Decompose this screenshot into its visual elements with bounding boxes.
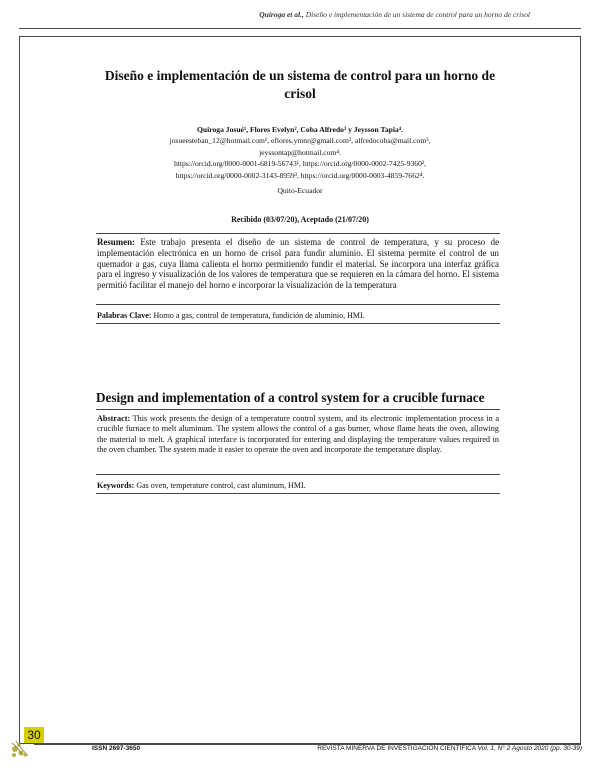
keywords-en xyxy=(97,481,501,490)
running-header-authors: Quiroga et al., xyxy=(259,10,304,19)
keywords-en-rule xyxy=(96,493,500,494)
author-orcid-line-1: https://orcid.org/0000-0001-6819-56743¹, https://orcid.org/0000-0002-7425-9360², xyxy=(173,159,427,169)
author-names: Quiroga Josué¹, Flores Evelyn², Coba Alfredo³ y Jeysson Tapia⁴. xyxy=(197,125,403,134)
journal-volume: Vol. 1, N° 2 Agosto 2020 (pp. 30-39) xyxy=(477,745,582,752)
abstract-es-top-rule xyxy=(96,233,500,234)
abstract-en-label: Abstract: xyxy=(97,414,131,423)
abstract-en-text: This work presents the design of a temperature control system, and its electronic implementation process in a crucible furnace to melt aluminum. The system allows the control of a gas burner, whose flame heats the oven, allowing the material to melt. A graphical interface is incorporated for entering and displaying the temperature values required in the oven chamber. The system made it easier to operate the oven and incorporate the temperature display. xyxy=(97,414,499,455)
abstract-es-text: Este trabajo presenta el diseño de un sistema de control de temperatura, y su proceso de implementación electrónica en un horno de crisol para fundir aluminio. El sistema permite el control de un quemador a gas, cuya llama calienta el horno permitiendo fundir el material. Se incorpora una interfaz gráfica para el ingreso y visualización de los valores de temperatura que se requieren en la cámara del horno. El sistema permitió facilitar el manejo del horno e incorporar la visualización de la temperatura xyxy=(97,237,499,291)
english-title: Design and implementation of a control system for a crucible furnace xyxy=(96,390,485,405)
keywords-es xyxy=(97,311,501,320)
author-orcid-line-2: https://orcid.org/0000-0002-3143-8959³, https://orcid.org/0000-0003-4859-7662⁴. xyxy=(175,170,425,180)
keywords-en-label: Keywords: xyxy=(97,481,135,490)
journal-citation xyxy=(317,745,582,752)
abstract-en-bottom-rule xyxy=(96,474,500,475)
issn: ISSN 2697-3650 xyxy=(92,745,141,752)
keywords-es-label: Palabras Clave: xyxy=(97,311,152,320)
author-emails-line-2: jeyssontap@hotmail.com⁴. xyxy=(259,147,341,157)
paper-title: Diseño e implementación de un sistema de control para un horno de crisol xyxy=(104,68,496,101)
author-block xyxy=(80,124,520,181)
journal-name: REVISTA MINERVA DE INVESTIGACIÓN CIENTÍFICA xyxy=(317,745,476,752)
keywords-es-rule xyxy=(96,323,500,324)
received-accepted-dates: Recibido (03/07/20), Aceptado (21/07/20) xyxy=(231,215,369,224)
abstract-es-label: Resumen: xyxy=(97,237,135,247)
abstract-es xyxy=(97,237,499,301)
affiliation-location: Quito-Ecuador xyxy=(277,186,323,195)
abstract-en-top-rule xyxy=(96,409,500,410)
abstract-en xyxy=(97,414,499,456)
abstract-es-bottom-rule xyxy=(96,304,500,305)
author-emails-line-1: josueesteban_12@hotmail.com¹, eflores.ymnr@gmail.com², alfredocoba@mail.com³, xyxy=(169,136,431,146)
keywords-en-text: Gas oven, temperature control, cast aluminum, HMI. xyxy=(136,481,306,490)
header-rule xyxy=(19,28,581,29)
page-number: 30 xyxy=(24,727,44,743)
running-header xyxy=(259,10,530,19)
running-header-title: Diseño e implementación de un sistema de control para un horno de crisol xyxy=(305,10,530,19)
keywords-es-text: Horno a gas, control de temperatura, fundición de aluminio, HMI. xyxy=(153,311,365,320)
